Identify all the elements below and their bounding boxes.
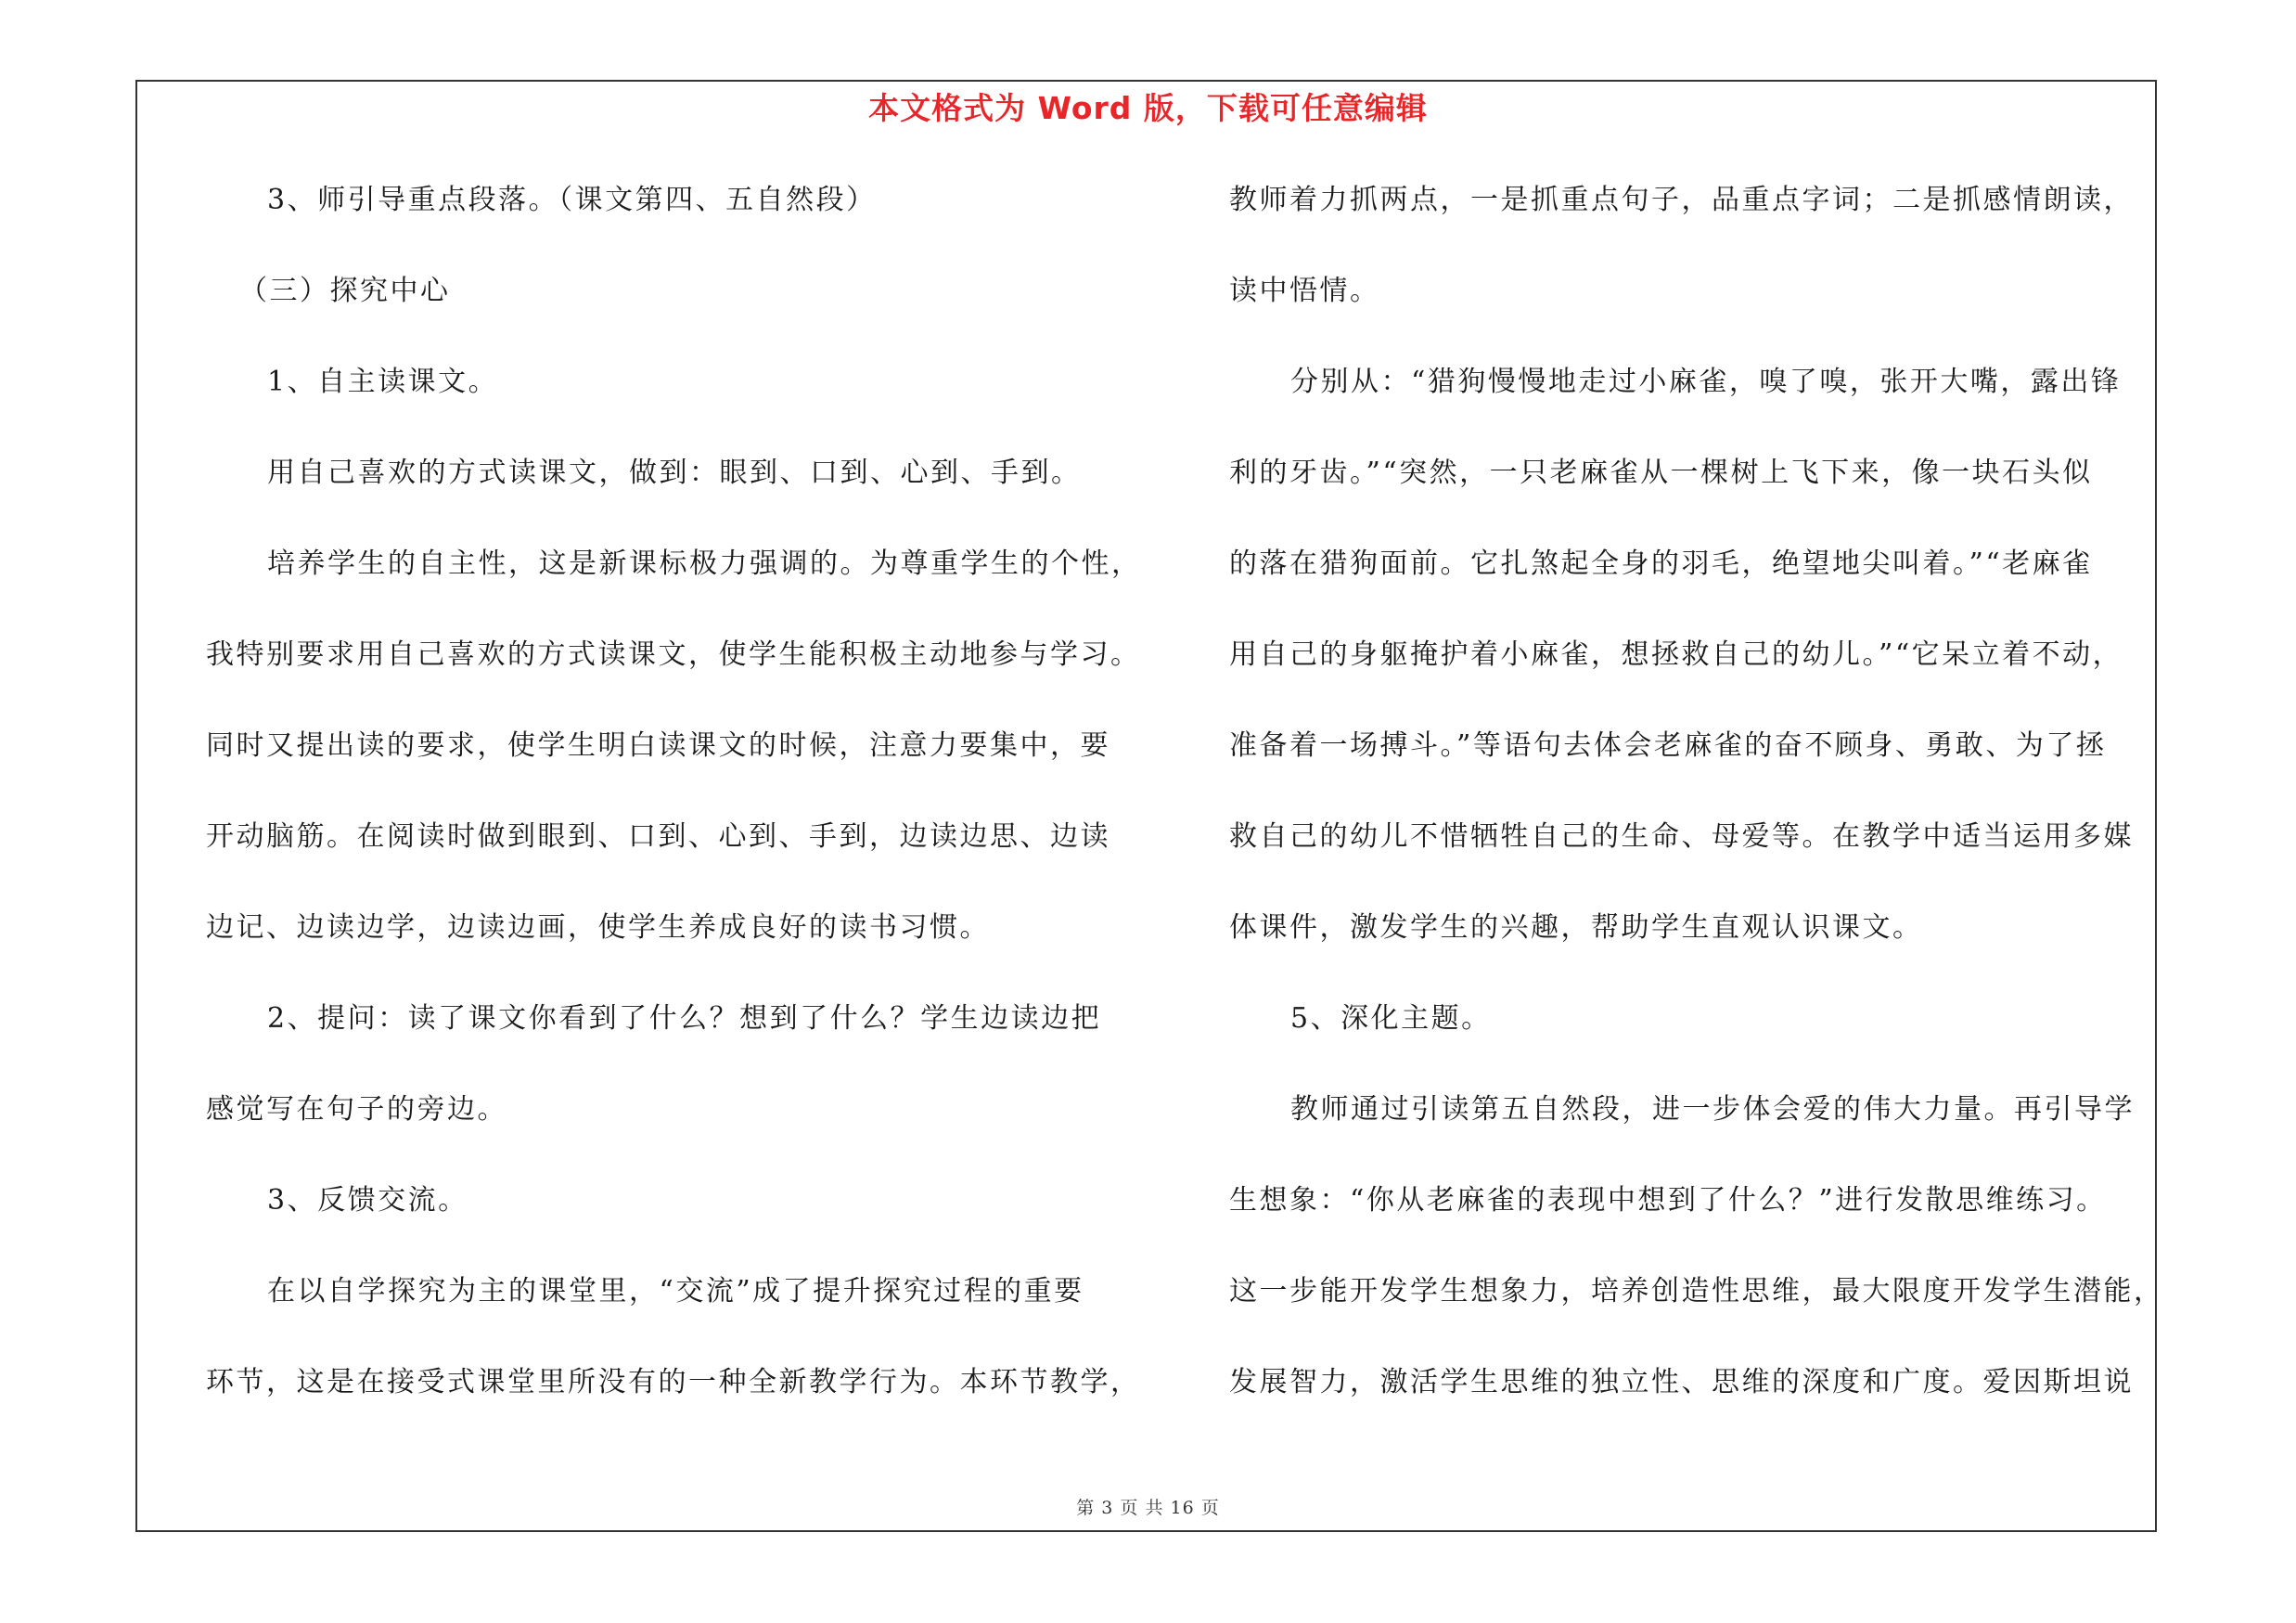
paragraph-line: 的落在猎狗面前。它扎煞起全身的羽毛，绝望地尖叫着。”“老麻雀 (1229, 547, 2093, 580)
paragraph-line: 分别从：“猎狗慢慢地走过小麻雀，嗅了嗅，张开大嘴，露出锋 (1290, 366, 2122, 398)
paragraph-line: 教师着力抓两点，一是抓重点句子，品重点字词；二是抓感情朗读， (1229, 184, 2134, 216)
paragraph-line: 用自己的身躯掩护着小麻雀，想拯救自己的幼儿。”“它呆立着不动， (1229, 638, 2123, 671)
paragraph-line: 2、提问：读了课文你看到了什么？想到了什么？学生边读边把 (267, 1002, 1102, 1035)
paragraph-line: 用自己喜欢的方式读课文，做到：眼到、口到、心到、手到。 (267, 457, 1082, 489)
page-number-footer: 第 3 页 共 16 页 (1076, 1498, 1220, 1518)
paragraph-line: 3、反馈交流。 (267, 1184, 468, 1217)
paragraph-line: 我特别要求用自己喜欢的方式读课文，使学生能积极主动地参与学习。 (206, 638, 1141, 671)
paragraph-line: 利的牙齿。”“突然，一只老麻雀从一棵树上飞下来，像一块石头似 (1229, 457, 2093, 489)
paragraph-line: 开动脑筋。在阅读时做到眼到、口到、心到、手到，边读边思、边读 (206, 820, 1110, 853)
paragraph-line: 发展智力，激活学生思维的独立性、思维的深度和广度。爱因斯坦说 (1229, 1366, 2134, 1398)
paragraph-line: 读中悟情。 (1229, 275, 1380, 307)
paragraph-line: 体课件，激发学生的兴趣，帮助学生直观认识课文。 (1229, 911, 1923, 944)
paragraph-line: 3、师引导重点段落。（课文第四、五自然段） (267, 184, 877, 216)
document-banner: 本文格式为 Word 版，下载可任意编辑 (868, 90, 1428, 126)
paragraph-line: 在以自学探究为主的课堂里，“交流”成了提升探究过程的重要 (267, 1275, 1084, 1307)
paragraph-line: 1、自主读课文。 (267, 366, 499, 398)
paragraph-line: 培养学生的自主性，这是新课标极力强调的。为尊重学生的个性， (267, 547, 1142, 580)
section-heading: （三）探究中心 (239, 275, 451, 307)
paragraph-line: 生想象：“你从老麻雀的表现中想到了什么？”进行发散思维练习。 (1229, 1184, 2107, 1217)
paragraph-line: 这一步能开发学生想象力，培养创造性思维，最大限度开发学生潜能， (1229, 1275, 2164, 1307)
paragraph-line: 救自己的幼儿不惜牺牲自己的生命、母爱等。在教学中适当运用多媒 (1229, 820, 2134, 853)
paragraph-line: 环节，这是在接受式课堂里所没有的一种全新教学行为。本环节教学， (206, 1366, 1141, 1398)
paragraph-line: 准备着一场搏斗。”等语句去体会老麻雀的奋不顾身、勇敢、为了拯 (1229, 729, 2107, 762)
paragraph-line: 边记、边读边学，边读边画，使学生养成良好的读书习惯。 (206, 911, 990, 944)
paragraph-line: 教师通过引读第五自然段，进一步体会爱的伟大力量。再引导学 (1290, 1093, 2135, 1126)
paragraph-line: 感觉写在句子的旁边。 (206, 1093, 507, 1126)
paragraph-line: 5、深化主题。 (1290, 1002, 1492, 1035)
paragraph-line: 同时又提出读的要求，使学生明白读课文的时候，注意力要集中，要 (206, 729, 1110, 762)
